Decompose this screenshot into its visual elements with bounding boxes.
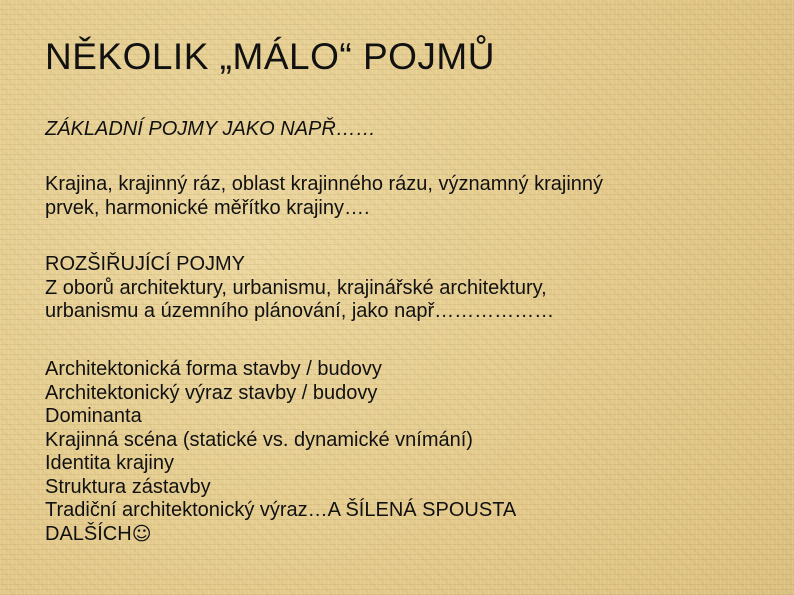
basic-terms-text [45, 173, 603, 220]
extended-terms-line: Z oborů architektury, urbanismu, krajinářské architektury, [45, 276, 547, 299]
slide-title: NĚKOLIK „MÁLO“ POJMŮ [45, 36, 495, 77]
basic-terms-heading: ZÁKLADNÍ POJMY JAKO NAPŘ…… [45, 118, 376, 140]
list-item: Krajinná scéna (statické vs. dynamické vnímání) [45, 428, 473, 451]
list-item: Dominanta [45, 405, 142, 427]
extended-terms-heading: ROZŠIŘUJÍCÍ POJMY [45, 253, 246, 275]
list-last-text: DALŠÍCH [45, 522, 132, 545]
basic-terms-line: prvek, harmonické měřítko krajiny…. [45, 196, 370, 219]
list-item: Architektonický výraz stavby / budovy [45, 381, 378, 404]
smiley-icon: ☺ [131, 522, 152, 545]
list-item: Struktura zástavby [45, 475, 211, 498]
list-item: Architektonická forma stavby / budovy [45, 358, 382, 380]
list-item: Identita krajiny [45, 452, 174, 474]
extended-terms [45, 253, 554, 324]
list-item: Tradiční architektonický výraz…A ŠÍLENÁ SPOUSTA [45, 499, 517, 521]
list-item-last [45, 523, 516, 547]
basic-terms-line: Krajina, krajinný ráz, oblast krajinného rázu, významný krajinný [45, 173, 604, 195]
extended-terms-line: urbanismu a územního plánování, jako např……………… [45, 300, 555, 322]
terms-list [45, 358, 516, 546]
